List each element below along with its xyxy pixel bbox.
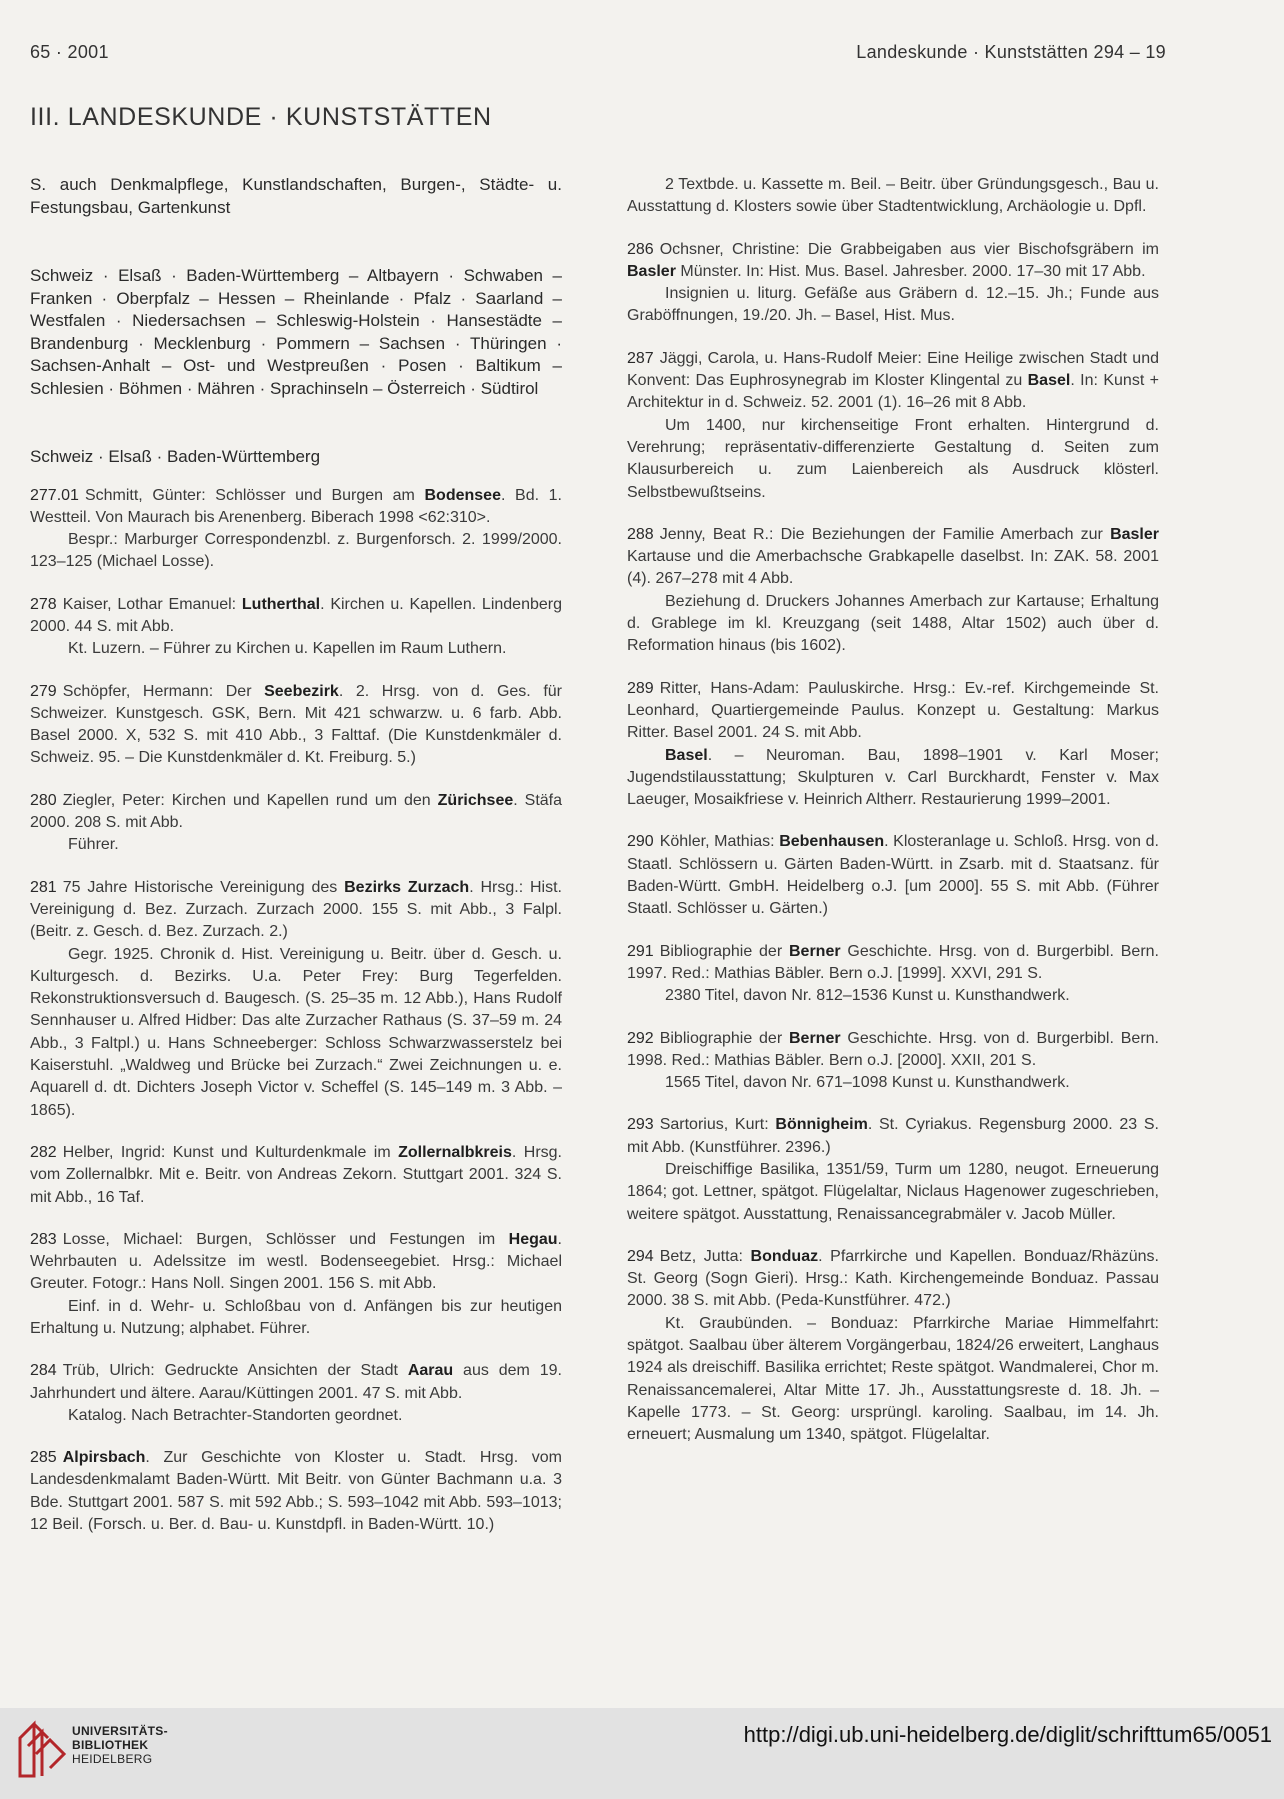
entry-citation — [627, 941, 1159, 986]
entry-bold: Hegau — [508, 1230, 558, 1248]
entry-citation — [30, 1229, 562, 1296]
entry-post: aus dem 19. Jahrhundert und ältere. Aarau/Küttingen 2001. 47 S. mit Abb. — [30, 1362, 563, 1402]
entry-annotation — [627, 1313, 1159, 1447]
left-entry-list — [30, 485, 562, 1537]
entry-citation — [627, 678, 1159, 745]
entry-bold: Berner — [789, 942, 841, 960]
entry-bold: Seebezirk — [264, 682, 339, 700]
entry-pre: Betz, Jutta: — [659, 1247, 751, 1265]
entry-bold: Zürichsee — [437, 791, 514, 809]
entry-num: 279 — [30, 682, 57, 700]
entry-annotation — [627, 415, 1159, 504]
entry-citation — [627, 831, 1159, 920]
bibliography-entry — [627, 1028, 1159, 1095]
entry-post: . 2. Hrsg. von d. Ges. für Schweizer. Kunstgesch. GSK, Bern. Mit 421 schwarzw. u. 6 farb. Abb. Basel 2000. X, 532 S. mit 410 Abb., 3 Falttaf. (Die Kunstdenkmäler d. Schweiz. 95. – Die Kunstdenkmäler d. Kt. Freiburg. 5.) — [30, 682, 562, 767]
entry-pre: Jäggi, Carola, u. Hans-Rudolf Meier: Eine Heilige zwischen Stadt und Konvent: Das Euphrosynegrab im Kloster Klingental zu — [627, 349, 1159, 390]
entry-post: . Hrsg. vom Zollernalbkr. Mit e. Beitr. von Andreas Zekorn. Stuttgart 2001. 324 S. mit Abb., 16 Taf. — [30, 1143, 563, 1206]
entry-citation — [30, 681, 562, 770]
bibliography-entry — [30, 1360, 562, 1427]
bibliography-entry — [627, 524, 1159, 658]
entry-annotation-text: Kt. Luzern. – Führer zu Kirchen u. Kapellen im Raum Luthern. — [68, 640, 507, 658]
entry-pre: Jenny, Beat R.: Die Beziehungen der Familie Amerbach zur — [659, 525, 1111, 543]
entry-pre: Ziegler, Peter: Kirchen und Kapellen rund um den — [62, 791, 438, 809]
entry-bold: Berner — [789, 1029, 841, 1047]
entry-annotation-text: Insignien u. liturg. Gefäße aus Gräbern d. 12.–15. Jh.; Funde aus Graböffnungen, 19./20. Jh. – Basel, Hist. Mus. — [627, 285, 1159, 325]
entry-annotation-text: 2380 Titel, davon Nr. 812–1536 Kunst u. Kunsthandwerk. — [665, 987, 1070, 1005]
bibliography-entry — [30, 1142, 562, 1209]
entry-num: 289 — [627, 679, 654, 697]
entry-bold: Bebenhausen — [779, 833, 885, 851]
entry-num: 284 — [30, 1362, 57, 1380]
running-head-left: 65 · 2001 — [30, 42, 109, 62]
bibliography-entry — [627, 348, 1159, 504]
entry-citation — [30, 1447, 562, 1536]
entry-num: 291 — [627, 942, 654, 960]
bibliography-entry — [627, 831, 1159, 920]
entry-num: 283 — [30, 1230, 57, 1248]
subsection-heading: Schweiz · Elsaß · Baden-Württemberg — [30, 447, 321, 466]
entry-annotation — [30, 944, 562, 1122]
bibliography-entry — [30, 594, 562, 661]
entry-bold: Basler — [1110, 525, 1159, 543]
entry-pre: Schmitt, Günter: Schlösser und Burgen am — [84, 486, 425, 504]
entry-pre: Helber, Ingrid: Kunst und Kulturdenkmale im — [62, 1143, 399, 1161]
entry-num: 292 — [627, 1029, 654, 1047]
library-name-line2: BIBLIOTHEK — [72, 1738, 149, 1752]
bibliography-entry — [627, 941, 1159, 1008]
entry-annotation-text: . – Neuroman. Bau, 1898–1901 v. Karl Moser; Jugendstilausstattung; Skulpturen v. Carl Burckhardt, Fenster v. Max Laeuger, Mosaikfriese v. Heinrich Altherr. Restaurierung 1999–2001. — [627, 746, 1159, 809]
entry-citation — [627, 239, 1159, 284]
entry-bold: Bonduaz — [750, 1247, 819, 1265]
entry-bold: Bezirks Zurzach — [344, 878, 470, 896]
running-head-right: Landeskunde · Kunststätten 294 – 19 — [856, 42, 1166, 62]
entry-citation — [30, 1142, 562, 1209]
entry-post: . Stäfa 2000. 208 S. mit Abb. — [30, 791, 563, 832]
entry-annotation-keyword: Basel — [665, 746, 708, 764]
bibliography-entry — [30, 790, 562, 857]
entry-pre: Ritter, Hans-Adam: Pauluskirche. Hrsg.: Ev.-ref. Kirchgemeinde St. Leonhard, Quartiergemeinde Paulus. Konzept u. Gestaltung: Markus Ritter. Basel 2001. 24 S. mit Abb. — [627, 679, 1159, 742]
entry-citation — [627, 1246, 1159, 1313]
entry-pre: Trüb, Ulrich: Gedruckte Ansichten der Stadt — [62, 1362, 408, 1380]
entry-post: . Wehrbauten u. Adelssitze im westl. Bodenseegebiet. Hrsg.: Michael Greuter. Fotogr.: Hans Noll. Singen 2001. 156 S. mit Abb. — [30, 1230, 562, 1293]
entry-annotation — [30, 834, 562, 856]
entry-citation — [30, 1360, 562, 1405]
entry-num: 280 — [30, 791, 57, 809]
entry-annotation-text: Gegr. 1925. Chronik d. Hist. Vereinigung u. Beitr. über d. Gesch. u. Kulturgesch. d. Bezirks. U.a. Peter Frey: Burg Tegerfelden. Rekonstruktionsversuch d. Baugesch. (S. 25–35 m. 12 Abb.), Hans Rudolf Sennhauser u. Alfred Hidber: Das alte Zurzacher Rathaus (S. 37–59 m. 24 Abb., 3 Faltpl.) u. Hans Schneeberger: Schloss Schwarzwasserstelz bei Kaiserstuhl. „Waldweg und Brücke bei Zurzach.“ Zwei Zeichnungen u. e. Aquarell d. dt. Dichters Joseph Victor v. Scheffel (S. 145–149 m. 3 Abb. – 1865). — [30, 945, 562, 1119]
entry-num: 286 — [627, 240, 654, 258]
right-column — [627, 174, 1159, 1467]
entry-num: 287 — [627, 349, 654, 367]
source-url-link[interactable]: http://digi.ub.uni-heidelberg.de/diglit/schrifttum65/0051 — [743, 1722, 1272, 1747]
entry-post: Geschichte. Hrsg. von d. Burgerbibl. Bern. 1997. Red.: Mathias Bäbler. Bern o.J. [1999]. XXVI, 291 S. — [627, 942, 1160, 982]
entry-annotation — [627, 985, 1159, 1007]
entry-post: . Zur Geschichte von Kloster u. Stadt. Hrsg. vom Landesdenkmalamt Baden-Württ. Mit Beitr. von Günter Bachmann u.a. 3 Bde. Stuttgart 2001. 587 S. mit 592 Abb.; S. 593–1042 mit Abb. 593–1013; 12 Beil. (Forsch. u. Ber. d. Bau- u. Kunstdpfl. in Baden-Württ. 10.) — [30, 1449, 562, 1534]
entry-pre: Bibliographie der — [659, 942, 789, 960]
entry-pre: Losse, Michael: Burgen, Schlösser und Festungen im — [62, 1230, 509, 1248]
entry-num: 285 — [30, 1449, 57, 1467]
entry-annotation — [30, 1405, 562, 1427]
entry-citation — [30, 594, 562, 639]
library-name-line3: HEIDELBERG — [72, 1752, 153, 1766]
entry-num: 277.01 — [30, 486, 79, 504]
entry-citation — [30, 485, 562, 530]
entry-bold: Lutherthal — [241, 595, 321, 613]
entry-num: 294 — [627, 1247, 654, 1265]
bibliography-entry — [627, 1114, 1159, 1225]
left-column — [30, 174, 562, 1556]
entry-annotation-text: Kt. Graubünden. – Bonduaz: Pfarrkirche Mariae Himmelfahrt: spätgot. Saalbau über älterem Vorgängerbau, 1824/26 erweitert, Langhaus 1924 als dreischiff. Basilika errichtet; Reste spätgot. Wandmalerei, Chor m. Renaissancemalerei, Altar Mitte 17. Jh., Ausstattungsreste d. 18. Jh. – Kapelle 1773. – St. Georg: ursprüngl. karoling. Saalbau, im 14. Jh. erneuert; Ausmalung um 1340, spätgot. Flügelaltar. — [627, 1314, 1159, 1444]
entry-citation — [627, 1028, 1159, 1073]
entry-num: 293 — [627, 1116, 654, 1134]
entry-pre: Köhler, Mathias: — [659, 833, 780, 851]
entry-bold: Basel — [1027, 372, 1071, 390]
entry-annotation — [627, 283, 1159, 328]
bibliography-entry — [30, 877, 562, 1122]
entry-annotation-text: 1565 Titel, davon Nr. 671–1098 Kunst u. Kunsthandwerk. — [665, 1074, 1070, 1092]
entry-annotation-text: Führer. — [68, 836, 119, 854]
entry-annotation — [627, 1159, 1159, 1226]
entry-annotation — [30, 638, 562, 660]
entry-citation — [627, 348, 1159, 415]
entry-post: Kartause und die Amerbachsche Grabkapelle daselbst. In: ZAK. 58. 2001 (4). 267–278 mit 4 Abb. — [627, 548, 1159, 588]
regions-list: Schweiz · Elsaß · Baden-Württemberg – Altbayern · Schwaben – Franken · Oberpfalz – Hessen – Rheinlande · Pfalz · Saarland – Westfalen · Niedersachsen – Schleswig-Holstein · Hansestädte – Brandenburg · Mecklenburg · Pommern – Sachsen · Thüringen · Sachsen-Anhalt – Ost- und Westpreußen · Posen · Baltikum – Schlesien · Böhmen · Mähren · Sprachinseln – Österreich · Südtirol — [30, 266, 562, 398]
entry-pre: Sartorius, Kurt: — [659, 1116, 776, 1134]
entry-citation — [30, 877, 562, 944]
entry-annotation — [30, 1296, 562, 1341]
continuation-text: 2 Textbde. u. Kassette m. Beil. – Beitr. über Gründungsgesch., Bau u. Ausstattung d. Klosters sowie über Stadtentwicklung, Archäologie u. Dpfl. — [627, 176, 1159, 216]
entry-pre: Bibliographie der — [659, 1029, 789, 1047]
entry-citation — [627, 524, 1159, 591]
entry-post: . Kirchen u. Kapellen. Lindenberg 2000. 44 S. mit Abb. — [30, 595, 563, 635]
entry-bold: Alpirsbach — [62, 1449, 146, 1467]
entry-pre: Schöpfer, Hermann: Der — [62, 682, 265, 700]
library-name-line1: UNIVERSITÄTS- — [72, 1724, 168, 1738]
entry-num: 290 — [627, 833, 654, 851]
continuation-entry — [627, 174, 1159, 219]
bibliography-entry — [627, 1246, 1159, 1447]
entry-annotation-text: Dreischiffige Basilika, 1351/59, Turm um 1280, neugot. Erneuerung 1864; got. Lettner, spätgot. Flügelaltar, Niclaus Hagenower zugeschrieben, weitere spätgot. Ausstattung, Renaissancegrabmäler v. Jacob Müller. — [627, 1160, 1159, 1223]
section-title: III. LANDESKUNDE · KUNSTSTÄTTEN — [30, 103, 492, 131]
entry-bold: Bodensee — [424, 486, 501, 504]
entry-annotation-text: Um 1400, nur kirchenseitige Front erhalten. Hintergrund d. Verehrung; repräsentativ-differenzierte Gestaltung d. Seiten zum Klausurbereich u. zum Laienbereich als Ausdruck klösterl. Selbstbewußtseins. — [627, 416, 1159, 501]
entry-num: 288 — [627, 525, 654, 543]
entry-pre: Ochsner, Christine: Die Grabbeigaben aus vier Bischofsgräbern im — [659, 240, 1159, 258]
entry-num: 282 — [30, 1143, 57, 1161]
entry-num: 281 — [30, 878, 57, 896]
entry-post: Münster. In: Hist. Mus. Basel. Jahresber. 2000. 17–30 mit 17 Abb. — [675, 262, 1146, 280]
bibliography-entry — [30, 681, 562, 770]
entry-annotation-text: Einf. in d. Wehr- u. Schloßbau von d. Anfängen bis zur heutigen Erhaltung u. Nutzung; alphabet. Führer. — [30, 1297, 562, 1337]
entry-annotation — [627, 1072, 1159, 1094]
entry-post: . Pfarrkirche und Kapellen. Bonduaz/Rhäzüns. St. Georg (Sogn Gieri). Hrsg.: Kath. Kirchengemeinde Bonduaz. Passau 2000. 38 S. mit Abb. (Peda-Kunstführer. 472.) — [627, 1247, 1159, 1310]
entry-bold: Aarau — [407, 1362, 454, 1380]
entry-annotation — [627, 591, 1159, 658]
entry-pre: 75 Jahre Historische Vereinigung des — [62, 878, 345, 896]
library-name — [72, 1724, 168, 1766]
entry-annotation-text: Katalog. Nach Betrachter-Standorten geordnet. — [68, 1406, 403, 1424]
entry-bold: Zollernalbkreis — [398, 1143, 512, 1161]
entry-post: Geschichte. Hrsg. von d. Burgerbibl. Bern. 1998. Red.: Mathias Bäbler. Bern o.J. [2000]. XXII, 201 S. — [627, 1029, 1160, 1069]
bibliography-entry — [30, 485, 562, 574]
entry-pre: Kaiser, Lothar Emanuel: — [62, 595, 242, 613]
right-entry-list — [627, 239, 1159, 1447]
entry-citation — [627, 1114, 1159, 1159]
entry-post: . Klosteranlage u. Schloß. Hrsg. von d. Staatl. Schlössern u. Gärten Baden-Württ. in Zsarb. mit d. Staatsanz. für Baden-Württ. GmbH. Heidelberg o.J. [um 2000]. 55 S. mit Abb. (Führer Staatl. Schlösser u. Gärten.) — [627, 833, 1159, 918]
entry-bold: Bönnigheim — [775, 1116, 868, 1134]
entry-bold: Basler — [627, 262, 676, 280]
entry-post: . Bd. 1. Westteil. Von Maurach bis Arenenberg. Biberach 1998 <62:310>. — [30, 486, 562, 526]
entry-annotation-text: Bespr.: Marburger Correspondenzbl. z. Burgenforsch. 2. 1999/2000. 123–125 (Michael Losse). — [30, 531, 562, 571]
entry-post: . In: Kunst + Architektur in d. Schweiz. 52. 2001 (1). 16–26 mit 8 Abb. — [627, 372, 1159, 412]
entry-post: . St. Cyriakus. Regensburg 2000. 23 S. mit Abb. (Kunstführer. 2396.) — [627, 1116, 1159, 1156]
university-library-logo-icon — [14, 1718, 72, 1782]
bibliography-entry — [30, 1229, 562, 1340]
bibliography-entry — [627, 678, 1159, 812]
entry-num: 278 — [30, 595, 57, 613]
entry-annotation — [30, 529, 562, 574]
bibliography-entry — [30, 1447, 562, 1536]
entry-citation — [30, 790, 562, 835]
see-also-note: S. auch Denkmalpflege, Kunstlandschaften, Burgen-, Städte- u. Festungsbau, Gartenkunst — [30, 175, 562, 217]
entry-post: . Hrsg.: Hist. Vereinigung d. Bez. Zurzach. Zurzach 2000. 155 S. mit Abb., 3 Falpl. (Beitr. z. Gesch. d. Bez. Zurzach. 2.) — [30, 878, 562, 941]
entry-annotation — [627, 745, 1159, 812]
bibliography-entry — [627, 239, 1159, 328]
entry-annotation-text: Beziehung d. Druckers Johannes Amerbach zur Kartause; Erhaltung d. Grablege im kl. Kreuzgang (seit 1488, Altar 1502) auch über d. Reformation hinaus (bis 1602). — [627, 592, 1159, 655]
